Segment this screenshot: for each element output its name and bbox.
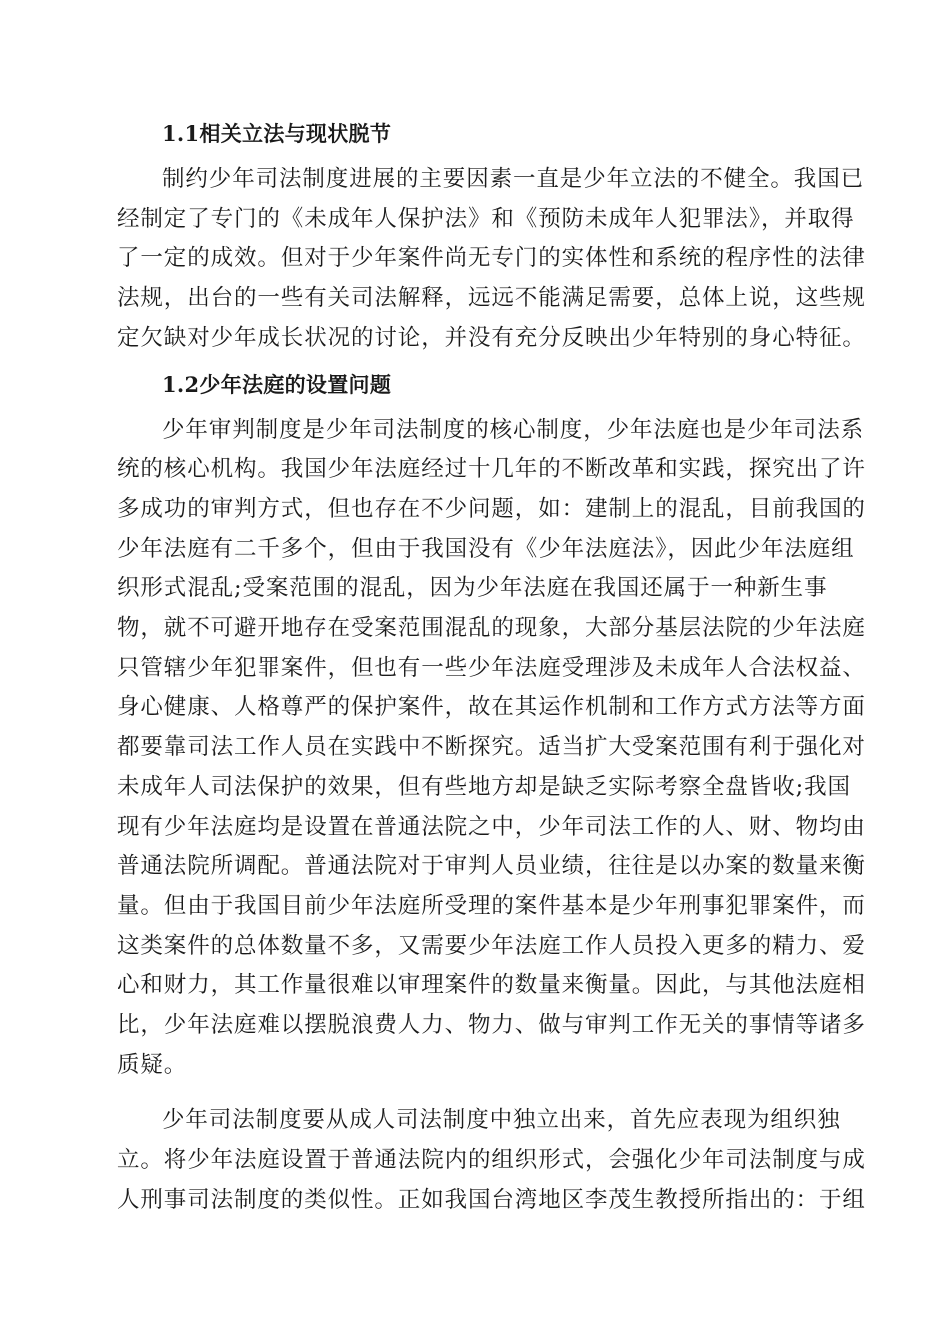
section-heading-1-2: 1.2少年法庭的设置问题 bbox=[162, 371, 392, 397]
text-line: 心和财力，其工作量很难以审理案件的数量来衡量。因此，与其他法庭相 bbox=[117, 972, 866, 999]
text-line: 法规，出台的一些有关司法解释，远远不能满足需要，总体上说，这些规 bbox=[117, 285, 866, 312]
section-heading-1-1: 1.1相关立法与现状脱节 bbox=[162, 121, 392, 146]
text-line: 身心健康、人格尊严的保护案件，故在其运作机制和工作方式方法等方面 bbox=[117, 694, 866, 721]
section-1-1-paragraph bbox=[117, 160, 866, 359]
text-line: 统的核心机构。我国少年法庭经过十几年的不断改革和实践，探究出了许 bbox=[117, 456, 866, 483]
text-line: 比，少年法庭难以摆脱浪费人力、物力、做与审判工作无关的事情等诸多 bbox=[117, 1012, 866, 1039]
text-line: 少年审判制度是少年司法制度的核心制度，少年法庭也是少年司法系 bbox=[162, 416, 865, 443]
text-line: 量。但由于我国目前少年法庭所受理的案件基本是少年刑事犯罪案件，而 bbox=[117, 892, 866, 919]
text-line: 定欠缺对少年成长状况的讨论，并没有充分反映出少年特别的身心特征。 bbox=[117, 324, 866, 351]
text-line: 织形式混乱;受案范围的混乱，因为少年法庭在我国还属于一种新生事 bbox=[117, 575, 828, 602]
text-line: 经制定了专门的《未成年人保护法》和《预防未成年人犯罪法》，并取得 bbox=[117, 205, 855, 232]
text-line: 这类案件的总体数量不多，又需要少年法庭工作人员投入更多的精力、爱 bbox=[117, 932, 866, 959]
paragraph-gap bbox=[117, 1085, 833, 1101]
text-line: 少年司法制度要从成人司法制度中独立出来，首先应表现为组织独 bbox=[162, 1107, 841, 1134]
text-line: 人刑事司法制度的类似性。正如我国台湾地区李茂生教授所指出的：于组 bbox=[117, 1186, 866, 1213]
text-line: 未成年人司法保护的效果，但有些地方却是缺乏实际考察全盘皆收;我国 bbox=[117, 773, 851, 800]
text-line: 立。将少年法庭设置于普通法院内的组织形式，会强化少年司法制度与成 bbox=[117, 1147, 866, 1174]
text-line: 质疑。 bbox=[117, 1051, 188, 1078]
section-1-2-paragraph bbox=[117, 411, 866, 1086]
text-line: 只管辖少年犯罪案件，但也有一些少年法庭受理涉及未成年人合法权益、 bbox=[117, 654, 866, 681]
text-line: 物，就不可避开地存在受案范围混乱的现象，大部分基层法院的少年法庭 bbox=[117, 615, 866, 642]
text-line: 多成功的审判方式，但也存在不少问题，如：建制上的混乱，目前我国的 bbox=[117, 495, 866, 522]
text-line: 都要靠司法工作人员在实践中不断探究。适当扩大受案范围有利于强化对 bbox=[117, 734, 866, 761]
document-body bbox=[117, 108, 866, 1221]
text-line: 普通法院所调配。普通法院对于审判人员业绩，往往是以办案的数量来衡 bbox=[117, 853, 866, 880]
section-1-2-paragraph-2 bbox=[117, 1101, 866, 1220]
text-line: 了一定的成效。但对于少年案件尚无专门的实体性和系统的程序性的法律 bbox=[117, 245, 866, 272]
text-line: 少年法庭有二千多个，但由于我国没有《少年法庭法》，因此少年法庭组 bbox=[117, 535, 855, 562]
text-line: 现有少年法庭均是设置在普通法院之中，少年司法工作的人、财、物均由 bbox=[117, 813, 866, 840]
text-line: 制约少年司法制度进展的主要因素一直是少年立法的不健全。我国已 bbox=[162, 166, 865, 192]
